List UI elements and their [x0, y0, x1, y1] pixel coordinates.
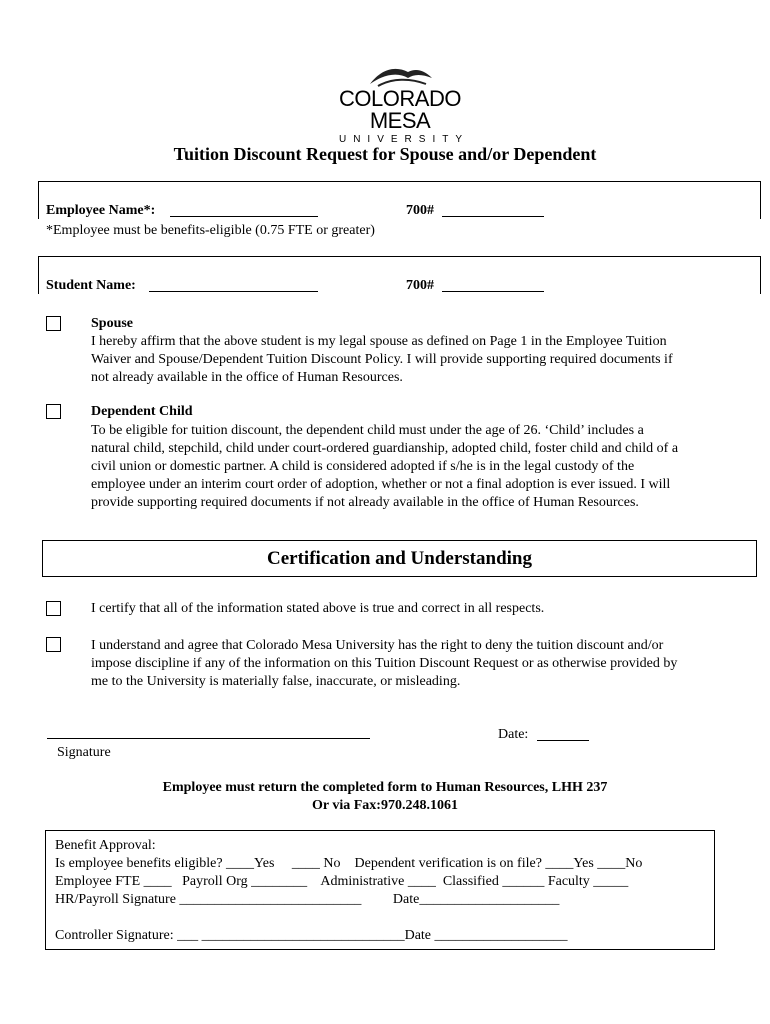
approval-hr-signature[interactable]: HR/Payroll Signature __________________________ Date____________________ [55, 892, 560, 907]
approval-heading: Benefit Approval: [55, 838, 156, 853]
spouse-line-1: I hereby affirm that the above student is my legal spouse as defined on Page 1 in the Employee Tuition [91, 334, 667, 349]
spouse-checkbox[interactable] [46, 316, 61, 331]
certify-checkbox[interactable] [46, 601, 61, 616]
spouse-line-2: Waiver and Spouse/Dependent Tuition Discount Policy. I will provide supporting required documents if [91, 352, 673, 367]
dependent-checkbox[interactable] [46, 404, 61, 419]
employee-name-field[interactable] [170, 216, 318, 217]
dependent-line-2: natural child, stepchild, child under court-ordered guardianship, adopted child, foster child and child of a [91, 441, 679, 456]
dependent-line-1: To be eligible for tuition discount, the dependent child must under the age of 26. ‘Child’ includes a [91, 423, 644, 438]
dependent-line-5: provide supporting required documents if not already available in the office of Human Resources. [91, 495, 639, 510]
approval-fte[interactable]: Employee FTE ____ Payroll Org ________ Administrative ____ Classified ______ Faculty _____ [55, 874, 629, 889]
return-note-line-2: Or via Fax:970.248.1061 [312, 798, 458, 813]
student-name-field[interactable] [149, 291, 318, 292]
mesa-mountain-icon [360, 64, 440, 88]
understand-line-1: I understand and agree that Colorado Mesa University has the right to deny the tuition discount and/or [91, 638, 664, 653]
dependent-line-3: civil union or domestic partner. A child is considered adopted if s/he is in the legal custody of the [91, 459, 635, 474]
dependent-line-4: employee under an interim court order of adoption, whether or not a final adoption is ever issued. I will [91, 477, 671, 492]
student-name-label: Student Name: [46, 278, 136, 293]
signature-label: Signature [57, 745, 111, 760]
student-id-label: 700# [406, 278, 434, 293]
student-id-field[interactable] [442, 291, 544, 292]
date-label: Date: [498, 727, 529, 742]
spouse-line-3: not already available in the office of Human Resources. [91, 370, 403, 385]
employee-name-label: Employee Name*: [46, 203, 156, 218]
page-title: Tuition Discount Request for Spouse and/or Dependent [173, 144, 597, 164]
employee-id-label: 700# [406, 203, 434, 218]
understand-line-3: me to the University is materially false, inaccurate, or misleading. [91, 674, 461, 689]
certification-heading: Certification and Understanding [42, 540, 757, 577]
employee-id-field[interactable] [442, 216, 544, 217]
logo-university: UNIVERSITY [338, 134, 469, 145]
dependent-heading: Dependent Child [91, 404, 193, 419]
understand-line-2: impose discipline if any of the information on this Tuition Discount Request or as otherwise provided by [91, 656, 678, 671]
university-logo [320, 64, 480, 145]
signature-field[interactable] [47, 738, 370, 739]
employee-note: *Employee must be benefits-eligible (0.75 FTE or greater) [46, 223, 375, 238]
logo-name: COLORADO MESA [339, 86, 461, 133]
student-box [38, 256, 761, 294]
spouse-heading: Spouse [91, 316, 134, 331]
return-note-line-1: Employee must return the completed form to Human Resources, LHH 237 [162, 780, 608, 795]
approval-controller-signature[interactable]: Controller Signature: ___ _____________________________Date ___________________ [55, 928, 568, 943]
certify-text: I certify that all of the information stated above is true and correct in all respects. [91, 601, 545, 616]
understand-checkbox[interactable] [46, 637, 61, 652]
date-field[interactable] [537, 740, 589, 741]
approval-eligibility[interactable]: Is employee benefits eligible? ____Yes ____ No Dependent verification is on file? ____Yes ____No [55, 856, 643, 871]
